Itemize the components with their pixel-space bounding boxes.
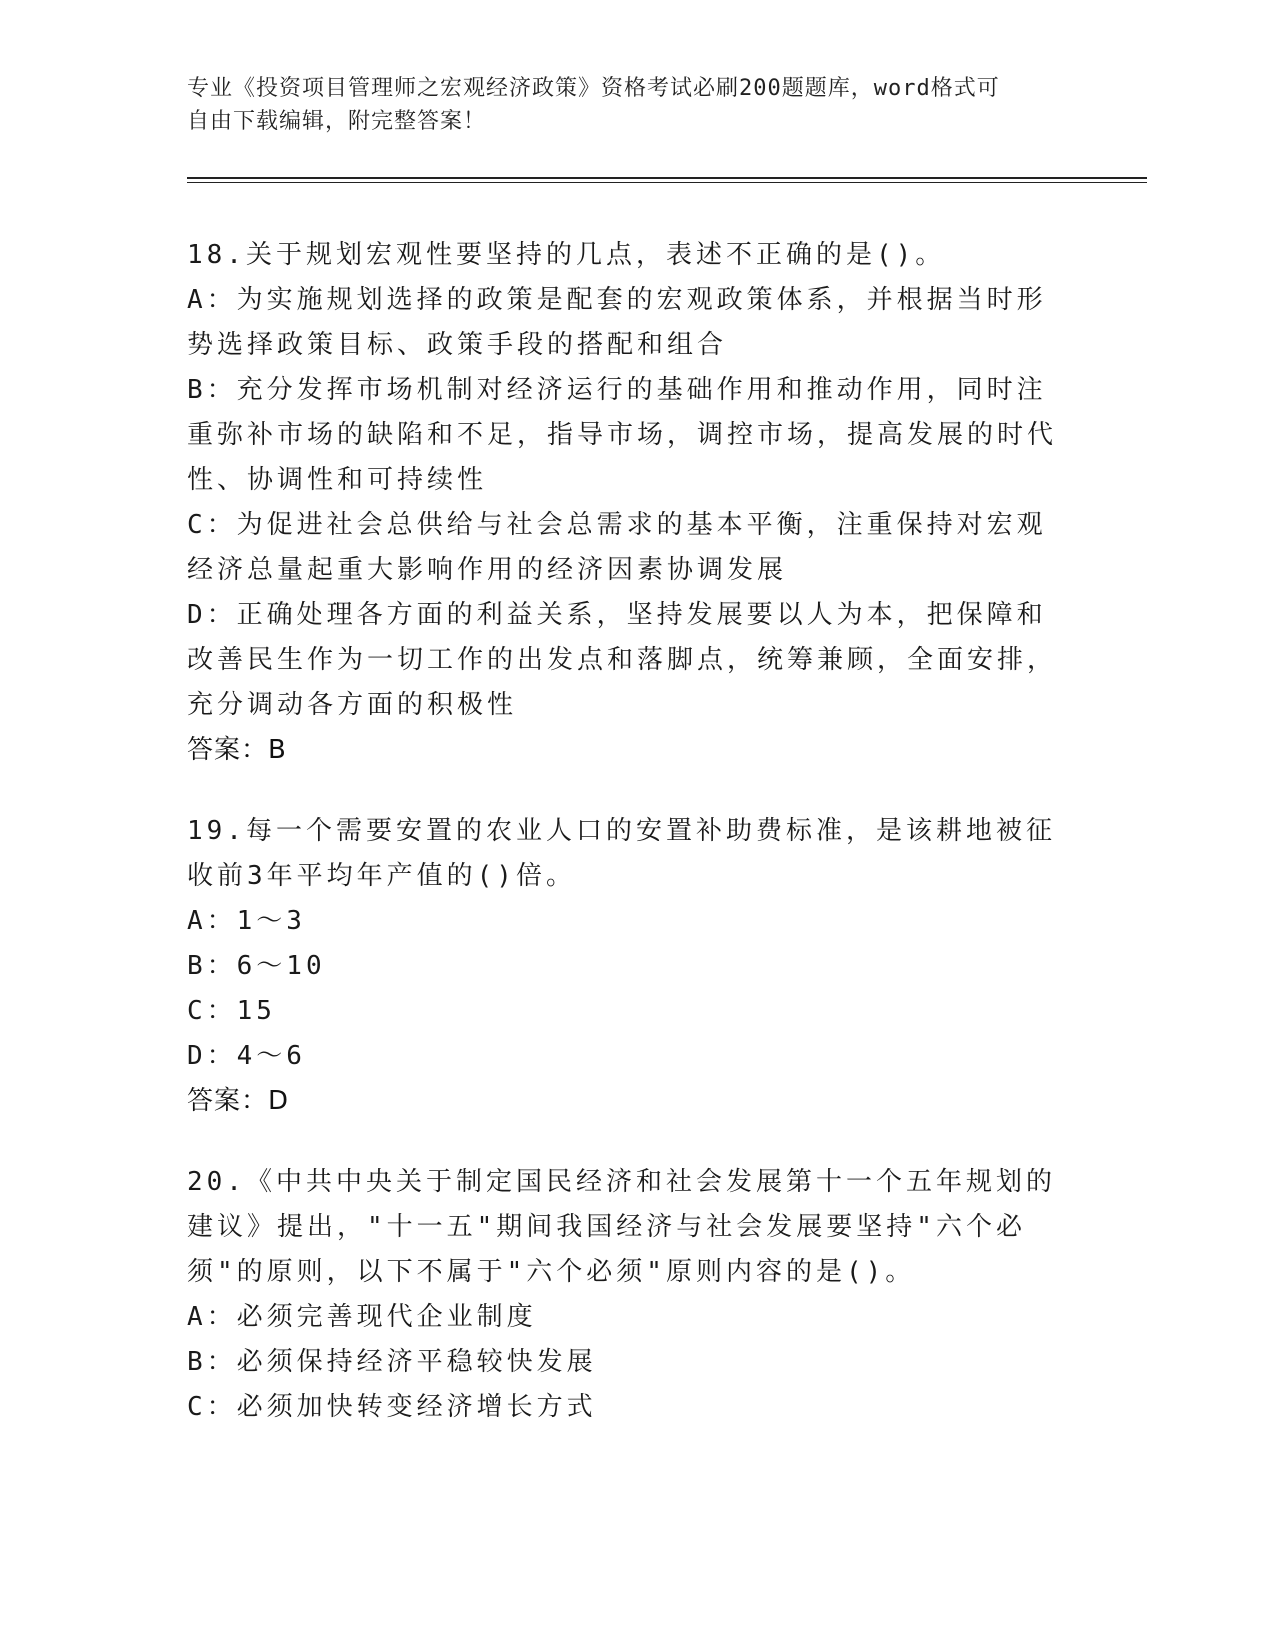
question-19 (187, 809, 1067, 1124)
option-b: B：充分发挥市场机制对经济运行的基础作用和推动作用，同时注重弥补市场的缺陷和不足，指导市场，调控市场，提高发展的时代性、协调性和可持续性 (187, 375, 1058, 495)
question-18 (187, 233, 1067, 773)
header-line-1: 专业《投资项目管理师之宏观经济政策》资格考试必刷200题题库，word格式可 (187, 76, 1000, 101)
option-c: C：为促进社会总供给与社会总需求的基本平衡，注重保持对宏观经济总量起重大影响作用的经济因素协调发展 (187, 510, 1047, 585)
question-stem: 20.《中共中央关于制定国民经济和社会发展第十一个五年规划的建议》提出，"十一五"期间我国经济与社会发展要坚持"六个必须"的原则，以下不属于"六个必须"原则内容的是()。 (187, 1167, 1056, 1287)
option-c: C：必须加快转变经济增长方式 (187, 1392, 597, 1422)
header-divider-top (187, 177, 1147, 179)
document-header (187, 72, 1067, 138)
option-a: A：为实施规划选择的政策是配套的宏观政策体系，并根据当时形势选择政策目标、政策手段的搭配和组合 (187, 285, 1047, 360)
header-line-2: 自由下载编辑，附完整答案！ (187, 109, 487, 134)
option-c: C：15 (187, 996, 276, 1026)
question-stem: 18.关于规划宏观性要坚持的几点，表述不正确的是()。 (187, 240, 946, 270)
answer-label: 答案：D (187, 1086, 290, 1116)
option-d: D：正确处理各方面的利益关系，坚持发展要以人为本，把保障和改善民生作为一切工作的出发点和落脚点，统筹兼顾，全面安排，充分调动各方面的积极性 (187, 600, 1058, 720)
option-a: A：必须完善现代企业制度 (187, 1302, 537, 1332)
option-a: A：1～3 (187, 906, 306, 936)
header-divider-bottom (187, 182, 1147, 183)
option-b: B：必须保持经济平稳较快发展 (187, 1347, 597, 1377)
option-d: D：4～6 (187, 1041, 306, 1071)
question-20 (187, 1160, 1067, 1430)
answer-label: 答案：B (187, 735, 287, 765)
question-stem: 19.每一个需要安置的农业人口的安置补助费标准，是该耕地被征收前3年平均年产值的()倍。 (187, 816, 1056, 891)
option-b: B：6～10 (187, 951, 326, 981)
question-list (187, 233, 1067, 1466)
